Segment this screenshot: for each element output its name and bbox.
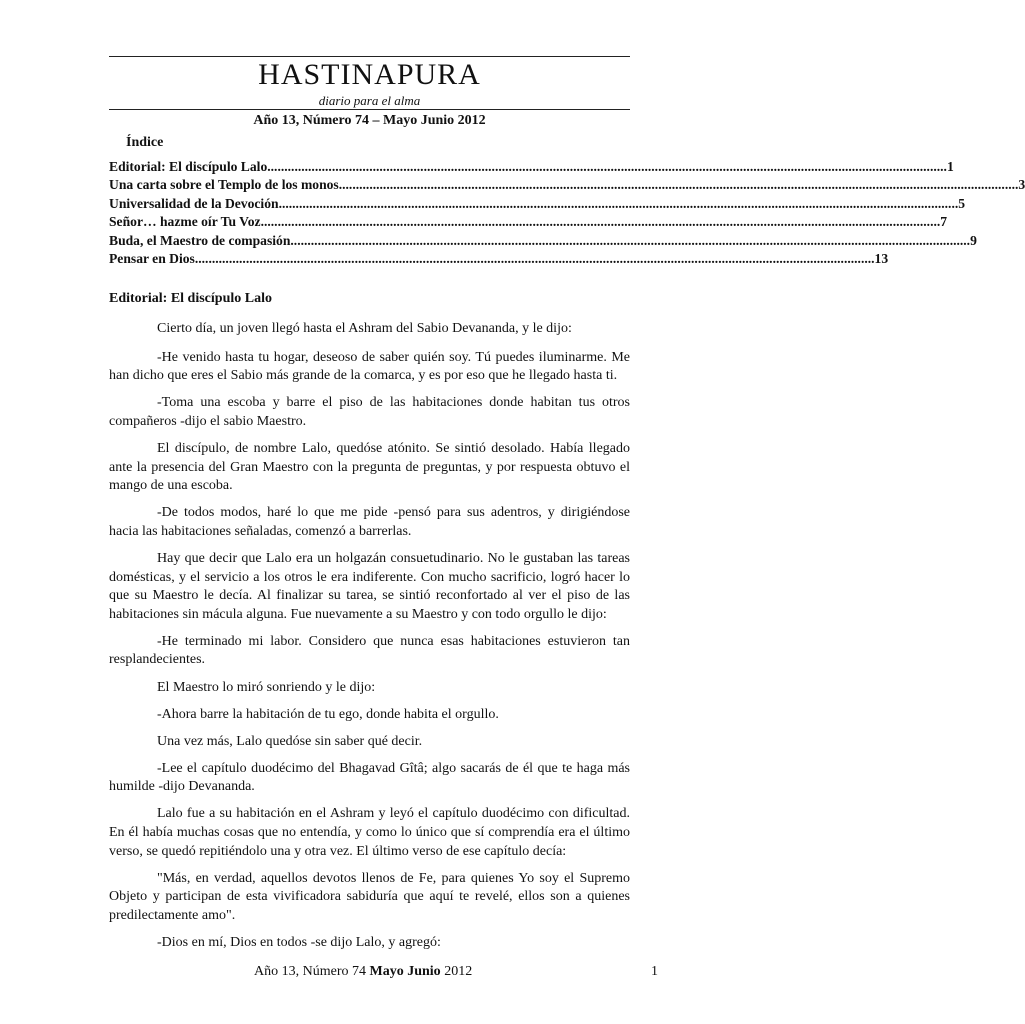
toc-entry-title: Universalidad de la Devoción bbox=[109, 195, 279, 211]
article-paragraph: -Dios en mí, Dios en todos -se dijo Lalo, y agregó: bbox=[157, 935, 441, 951]
toc-leader-dots: ........................................................................................................................................................................................................ bbox=[260, 214, 941, 230]
toc-entry[interactable] bbox=[109, 250, 889, 268]
page-footer bbox=[254, 964, 472, 980]
toc-entry[interactable] bbox=[109, 213, 948, 231]
toc-entry-page: 9 bbox=[970, 232, 977, 248]
toc-entry-title: Una carta sobre el Templo de los monos bbox=[109, 177, 339, 193]
table-of-contents bbox=[109, 158, 1025, 268]
toc-heading: Índice bbox=[126, 135, 164, 150]
publication-tagline: diario para el alma bbox=[318, 93, 421, 108]
article-paragraph: -Ahora barre la habitación de tu ego, donde habita el orgullo. bbox=[157, 706, 499, 722]
toc-leader-dots: ........................................................................................................................................................................................................ bbox=[338, 177, 1019, 193]
article-paragraph: El Maestro lo miró sonriendo y le dijo: bbox=[157, 679, 376, 695]
footer-issue: Año 13, Número 74 bbox=[254, 964, 366, 979]
article-paragraph: Lalo fue a su habitación en el Ashram y leyó el capítulo duodécimo con dificultad. En él había muchas cosas que no entendía, y como lo único que sí comprendía era el último verso, se quedó repitiéndolo una y otra vez. El último verso de ese capítulo decía: bbox=[109, 806, 630, 859]
article-body bbox=[109, 320, 630, 961]
footer-year: 2012 bbox=[444, 964, 473, 979]
toc-entry-title: Editorial: El discípulo Lalo bbox=[109, 159, 268, 174]
article-paragraph: -He terminado mi labor. Considero que nunca esas habitaciones estuvieron tan resplandecientes. bbox=[109, 633, 630, 668]
toc-entry[interactable] bbox=[109, 195, 966, 213]
article-title: Editorial: El discípulo Lalo bbox=[109, 291, 272, 306]
top-rule bbox=[109, 56, 630, 57]
article-paragraph: -De todos modos, haré lo que me pide -pensó para sus adentros, y dirigiéndose hacia las habitaciones señaladas, comenzó a barrerlas. bbox=[109, 505, 630, 539]
toc-entry[interactable] bbox=[109, 232, 977, 250]
toc-leader-dots: ........................................................................................................................................................................................................ bbox=[194, 251, 875, 267]
article-paragraph: "Más, en verdad, aquellos devotos llenos de Fe, para quienes Yo soy el Supremo Objeto y participan de esta vivificadora sabiduría que aquí te revelé, ellos son a quienes predilectamente amo". bbox=[109, 870, 630, 923]
toc-entry-page: 1 bbox=[946, 159, 954, 174]
toc-entry-page: 13 bbox=[874, 251, 889, 267]
footer-months: Mayo Junio bbox=[369, 964, 441, 979]
article-paragraph: Hay que decir que Lalo era un holgazán consuetudinario. No le gustaban las tareas domésticas, y el servicio a los otros le era indiferente. Con mucho sacrificio, logró hacer lo que su Maestro le decía. Al finalizar su tarea, se sintió reconfortado al ver el piso de las habitaciones sin mácula alguna. Fue nuevamente a su Maestro y con todo orgullo le dijo: bbox=[109, 550, 630, 622]
toc-leader-dots: ........................................................................................................................................................................................................ bbox=[267, 159, 947, 174]
toc-entry-title: Buda, el Maestro de compasión bbox=[109, 232, 291, 248]
article-paragraph: -He venido hasta tu hogar, deseoso de saber quién soy. Tú puedes iluminarme. Me han dicho que eres el Sabio más grande de la comarca, y es por eso que he llegado hasta ti. bbox=[109, 349, 630, 384]
toc-entry[interactable] bbox=[109, 176, 1025, 194]
article-paragraph: Cierto día, un joven llegó hasta el Ashram del Sabio Devananda, y le dijo: bbox=[157, 321, 572, 336]
toc-entry-page: 3 bbox=[1018, 177, 1025, 193]
publication-title: HASTINAPURA bbox=[258, 58, 481, 91]
toc-entry-page: 5 bbox=[958, 195, 966, 211]
toc-entry-page: 7 bbox=[940, 214, 948, 230]
article-paragraph: -Lee el capítulo duodécimo del Bhagavad Gîtâ; algo sacarás de él que te haga más humilde -dijo Devananda. bbox=[109, 760, 630, 795]
article-paragraph: El discípulo, de nombre Lalo, quedóse atónito. Se sintió desolado. Había llegado ante la presencia del Gran Maestro con la pregunta de preguntas, y por respuesta obtuvo el mango de una escoba. bbox=[109, 440, 630, 494]
article-paragraph: Una vez más, Lalo quedóse sin saber qué decir. bbox=[157, 733, 423, 749]
page-number: 1 bbox=[651, 964, 658, 979]
toc-leader-dots: ........................................................................................................................................................................................................ bbox=[290, 232, 971, 248]
issue-line: Año 13, Número 74 – Mayo Junio 2012 bbox=[253, 113, 486, 128]
masthead-rule bbox=[109, 109, 630, 110]
toc-entry-title: Pensar en Dios bbox=[109, 251, 195, 267]
toc-leader-dots: ........................................................................................................................................................................................................ bbox=[278, 195, 959, 211]
toc-entry-title: Señor… hazme oír Tu Voz bbox=[109, 214, 261, 230]
toc-entry[interactable] bbox=[109, 158, 954, 176]
article-paragraph: -Toma una escoba y barre el piso de las habitaciones donde habitan tus otros compañeros -dijo el sabio Maestro. bbox=[109, 395, 630, 429]
